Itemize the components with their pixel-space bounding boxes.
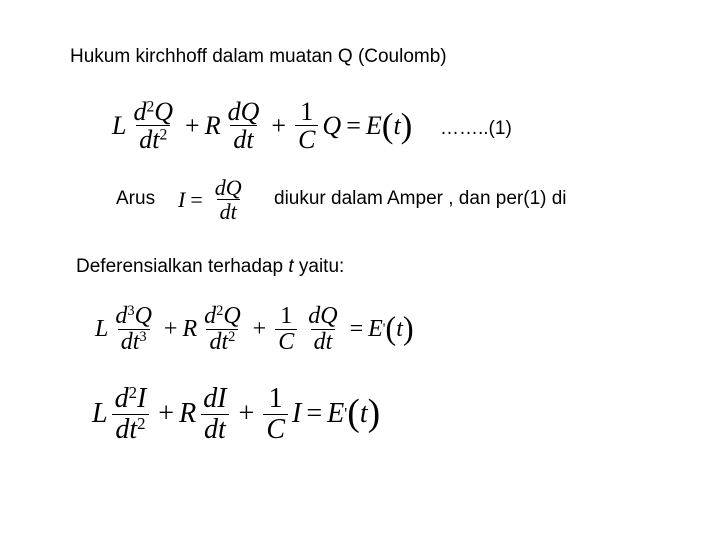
eq1-plus-1: +	[185, 110, 200, 140]
eq2-plus-1: +	[163, 316, 178, 343]
eq1-f2-dt: dt	[230, 125, 256, 153]
equation-2	[95, 304, 414, 355]
eq1-equals: =	[346, 110, 361, 140]
eq2-prime: '	[382, 321, 386, 338]
eq2-lparen: (	[385, 311, 397, 348]
eq1-L: L	[112, 110, 127, 140]
eq1-f2-Q: Q	[240, 97, 260, 126]
eq1-f3-C: C	[295, 125, 318, 153]
def-equals: =	[190, 186, 203, 212]
eq3-f1-dexp: 2	[137, 413, 146, 433]
equation-3	[92, 384, 380, 444]
differentiate-pre: Deferensialkan terhadap	[76, 256, 289, 277]
eq1-num-d: d	[133, 97, 147, 126]
eq3-frac-1-C	[263, 384, 288, 444]
eq1-R: R	[204, 110, 221, 140]
eq3-I: I	[292, 398, 302, 430]
eq2-L: L	[95, 316, 109, 343]
eq2-f2-Q: Q	[223, 303, 241, 329]
eq1-f2-d: d	[227, 97, 241, 126]
eq1-f3-one: 1	[300, 97, 314, 126]
eq2-f2-exp: 2	[216, 303, 224, 320]
eq3-R: R	[179, 398, 197, 430]
eq2-f2-dexp: 2	[228, 329, 236, 346]
eq1-t: t	[393, 110, 401, 140]
eq2-plus-2: +	[252, 316, 267, 343]
eq3-f3-one: 1	[268, 383, 283, 415]
eq1-den-exp: 2	[159, 126, 168, 144]
arus-label: Arus	[116, 188, 156, 209]
eq2-f3-C: C	[275, 329, 297, 355]
eq1-den-dt: dt	[139, 125, 160, 155]
eq3-f1-exp: 2	[128, 383, 137, 402]
eq3-equals: =	[306, 398, 323, 430]
eq2-f1-d: d	[115, 303, 128, 329]
equation-1	[112, 98, 412, 154]
differentiate-var: t	[288, 256, 294, 277]
eq2-E: E	[368, 316, 383, 343]
def-I: I	[178, 186, 186, 212]
arus-description: diukur dalam Amper , dan per(1) di	[274, 188, 567, 209]
eq1-rparen: )	[400, 106, 413, 146]
eq3-f2-d: d	[203, 383, 218, 415]
eq3-f2-I: I	[217, 383, 227, 415]
def-num-d: d	[214, 175, 226, 200]
eq3-E: E	[327, 398, 345, 430]
eq3-f2-dt: dt	[201, 414, 229, 444]
eq3-f1-I: I	[136, 383, 147, 415]
eq2-f3-one: 1	[280, 303, 293, 329]
eq2-frac-dQ-dt	[305, 304, 340, 355]
current-definition	[178, 176, 249, 223]
def-frac-dQ-dt	[212, 176, 245, 223]
eq2-f2-dt: dt	[209, 329, 229, 356]
eq1-Q: Q	[322, 110, 342, 140]
eq2-frac-d3Q-dt3	[112, 304, 155, 355]
def-den-dt: dt	[217, 199, 240, 223]
eq2-f4-d: d	[308, 303, 321, 329]
eq2-f4-dt: dt	[311, 329, 336, 355]
eq3-plus-1: +	[158, 398, 175, 430]
heading: Hukum kirchhoff dalam muatan Q (Coulomb)	[70, 46, 447, 67]
eq3-rparen: )	[367, 392, 381, 435]
eq3-f1-dt: dt	[115, 413, 138, 445]
eq2-f4-Q: Q	[320, 303, 338, 329]
eq1-frac-1-C	[295, 98, 318, 154]
eq3-frac-dI-dt	[200, 384, 229, 444]
def-num-Q: Q	[225, 175, 242, 200]
eq1-frac-d2Q-dt2	[130, 98, 176, 154]
eq2-f2-d: d	[204, 303, 217, 329]
equation-1-label: ……..(1)	[440, 118, 512, 139]
eq2-f1-dexp: 3	[139, 329, 147, 346]
eq2-rparen: )	[402, 311, 414, 348]
eq3-frac-d2I-dt2	[112, 384, 150, 444]
eq3-prime: '	[344, 404, 348, 424]
eq2-f1-dt: dt	[120, 329, 140, 356]
eq1-lparen: (	[381, 106, 394, 146]
differentiate-post: yaitu:	[293, 256, 345, 277]
eq2-t: t	[396, 316, 403, 343]
eq2-frac-1-C	[275, 304, 297, 355]
eq1-num-exp: 2	[146, 98, 155, 116]
eq2-equals: =	[349, 316, 364, 343]
eq2-f1-exp: 3	[127, 303, 135, 320]
differentiate-instruction	[76, 256, 344, 278]
eq1-frac-dQ-dt	[225, 98, 263, 154]
eq1-plus-2: +	[271, 110, 287, 140]
eq1-num-Q: Q	[154, 97, 174, 126]
eq2-f1-Q: Q	[134, 303, 152, 329]
eq3-L: L	[92, 398, 108, 430]
eq2-R: R	[182, 316, 198, 343]
eq2-frac-d2Q-dt2	[201, 304, 244, 355]
eq3-f1-d: d	[114, 383, 129, 415]
eq3-lparen: (	[347, 392, 360, 435]
eq3-f3-C: C	[263, 414, 288, 444]
eq3-t: t	[359, 398, 368, 430]
eq3-plus-2: +	[238, 398, 255, 430]
eq1-E: E	[365, 110, 382, 140]
